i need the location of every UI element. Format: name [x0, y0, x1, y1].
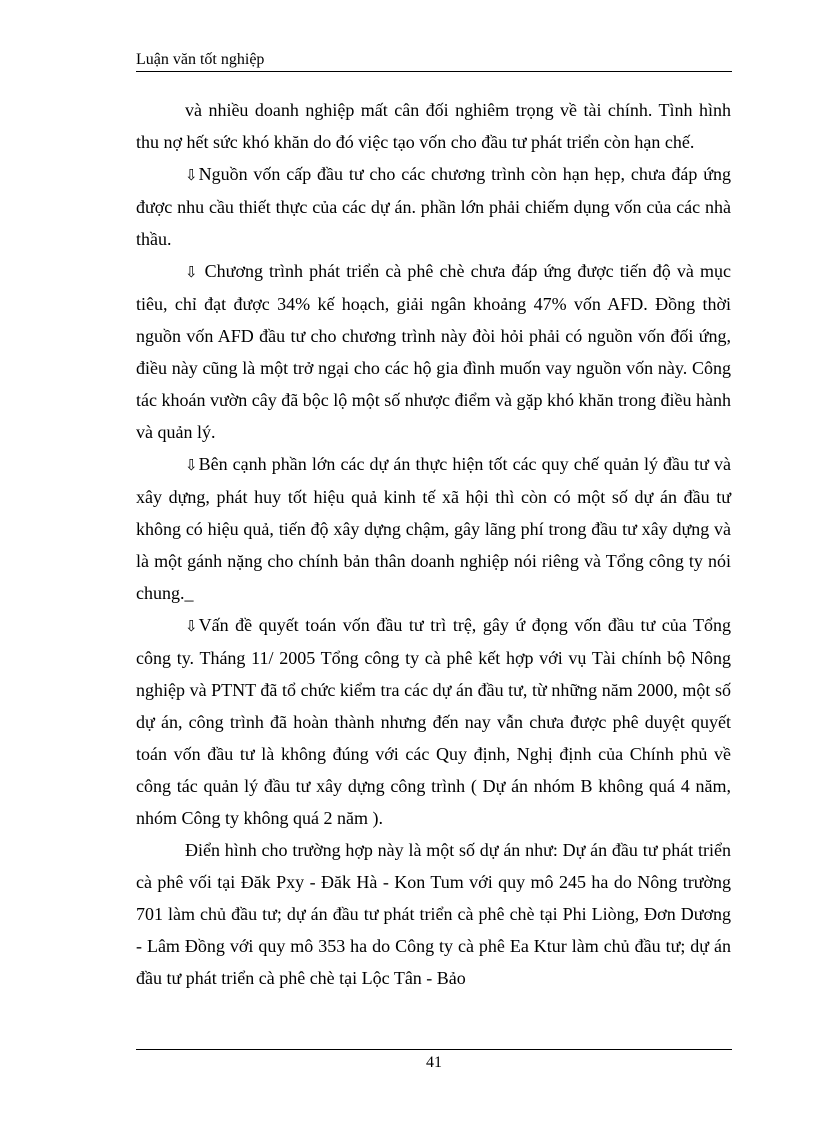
- down-arrow-icon: ⇩: [185, 617, 198, 635]
- down-arrow-icon: ⇩: [185, 263, 198, 281]
- paragraph-2: [136, 158, 731, 255]
- document-body: [136, 94, 731, 994]
- header-title: Luận văn tốt nghiệp: [136, 51, 265, 68]
- paragraph-5: [136, 609, 731, 834]
- paragraph-6-text: Điển hình cho trường hợp này là một số dự án như: Dự án đầu tư phát triển cà phê vối tại Đăk Pxy - Đăk Hà - Kon Tum với quy mô 245 ha do Nông trường 701 làm chủ đầu tư; dự án đầu tư phát triển cà phê chè tại Phi Liòng, Đơn Dương - Lâm Đồng với quy mô 353 ha do Công ty cà phê Ea Ktur làm chủ đầu tư; dự án đầu tư phát triển cà phê chè tại Lộc Tân - Bảo: [136, 840, 731, 988]
- paragraph-4: [136, 448, 731, 609]
- page-header: [136, 49, 732, 72]
- page-number: 41: [426, 1054, 442, 1071]
- down-arrow-icon: ⇩: [185, 166, 198, 184]
- paragraph-3: [136, 255, 731, 448]
- paragraph-6: [136, 834, 731, 994]
- paragraph-2-text: Nguồn vốn cấp đầu tư cho các chương trình còn hạn hẹp, chưa đáp ứng được nhu cầu thiết thực của các dự án. phần lớn phải chiếm dụng vốn của các nhà thầu.: [136, 164, 731, 249]
- paragraph-5-text: Vấn đề quyết toán vốn đầu tư trì trệ, gây ứ đọng vốn đầu tư của Tổng công ty. Tháng 11/ 2005 Tổng công ty cà phê kết hợp với vụ Tài chính bộ Nông nghiệp và PTNT đã tổ chức kiểm tra các dự án đầu tư, từ những năm 2000, một số dự án, công trình đã hoàn thành nhưng đến nay vẫn chưa được phê duyệt quyết toán vốn đầu tư là không đúng với các Quy định, Nghị định của Chính phủ về công tác quản lý đầu tư xây dựng công trình ( Dự án nhóm B không quá 4 năm, nhóm Công ty không quá 2 năm ).: [136, 615, 731, 828]
- paragraph-1-text: và nhiều doanh nghiệp mất cân đối nghiêm trọng về tài chính. Tình hình thu nợ hết sức khó khăn do đó việc tạo vốn cho đầu tư phát triển còn hạn chế.: [136, 100, 731, 152]
- down-arrow-icon: ⇩: [185, 456, 198, 474]
- paragraph-3-text: Chương trình phát triển cà phê chè chưa đáp ứng được tiến độ và mục tiêu, chỉ đạt được 34% kế hoạch, giải ngân khoảng 47% vốn AFD. Đồng thời nguồn vốn AFD đầu tư cho chương trình này đòi hỏi phải có nguồn vốn đối ứng, điều này cũng là một trở ngại cho các hộ gia đình muốn vay nguồn vốn này. Công tác khoán vườn cây đã bộc lộ một số nhược điểm và gặp khó khăn trong điều hành và quản lý.: [136, 261, 731, 442]
- footer-divider: [136, 1049, 732, 1050]
- paragraph-1: [136, 94, 731, 158]
- paragraph-4-text: Bên cạnh phần lớn các dự án thực hiện tốt các quy chế quản lý đầu tư và xây dựng, phát huy tốt hiệu quả kinh tế xã hội thì còn có một số dự án đầu tư không có hiệu quả, tiến độ xây dựng chậm, gây lãng phí trong đầu tư xây dựng và là một gánh nặng cho chính bản thân doanh nghiệp nói riêng và Tổng công ty nói chung._: [136, 454, 731, 603]
